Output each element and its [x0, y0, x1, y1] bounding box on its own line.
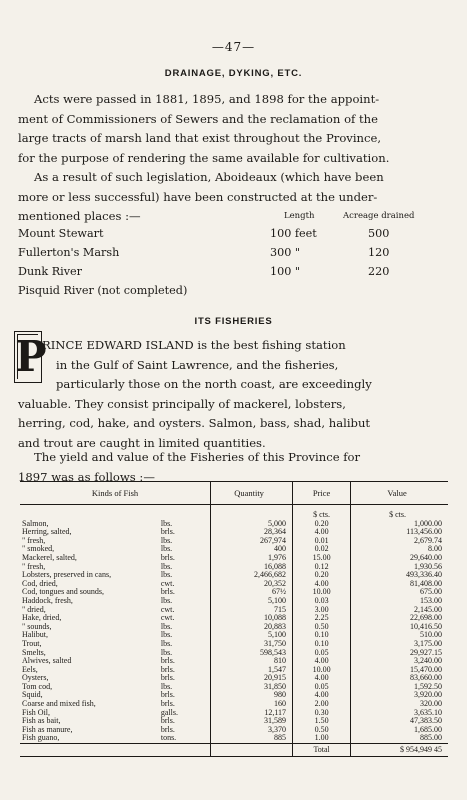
fish-price: 4.00 [293, 691, 351, 700]
fish-kind: Mackerel, salted, [22, 552, 77, 562]
text-line: Acts were passed in 1881, 1895, and 1898 for the appoint- [34, 92, 380, 106]
units-row [20, 505, 448, 520]
fish-kind: Eels, [22, 664, 38, 674]
fish-kind: Herring, salted, [22, 527, 72, 537]
fish-unit: brls. [160, 527, 175, 537]
fish-quantity: 31,750 [211, 640, 293, 649]
price-header: Price [293, 482, 351, 505]
fish-price: 0.10 [293, 640, 351, 649]
fish-kind: Lobsters, preserved in cans, [22, 570, 112, 580]
fish-price: 2.00 [293, 700, 351, 709]
fish-kind: Salmon, [22, 518, 49, 528]
table-body [20, 505, 448, 744]
fish-price: 0.03 [293, 597, 351, 606]
fish-unit: lbs. [160, 621, 173, 631]
place-acreage: 500 [368, 227, 390, 240]
fish-value: 153.00 [351, 597, 448, 606]
total-label: Total [293, 744, 351, 757]
fish-quantity: 20,352 [211, 580, 293, 589]
fish-price: 0.20 [293, 520, 351, 529]
fish-kind: Coarse and mixed fish, [22, 699, 96, 709]
fish-price: 4.00 [293, 657, 351, 666]
table-row [20, 588, 448, 597]
fish-quantity: 3,370 [211, 726, 293, 735]
fish-value: 22,698.00 [351, 614, 448, 623]
table-row [20, 614, 448, 623]
fish-price: 0.50 [293, 623, 351, 632]
place-length: 100 feet [270, 227, 317, 240]
fish-value: 1,000.00 [351, 520, 448, 529]
fish-price: 0.20 [293, 571, 351, 580]
fish-unit: lbs. [160, 681, 173, 691]
fish-unit: tons. [160, 733, 177, 743]
fish-kind: " smoked, [22, 544, 55, 554]
fish-value: 1,592.50 [351, 683, 448, 692]
fish-price: 0.50 [293, 726, 351, 735]
fish-value: 81,408.00 [351, 580, 448, 589]
table-row [20, 640, 448, 649]
kinds-of-fish-header: Kinds of Fish [20, 482, 211, 505]
place-name: Pisquid River (not completed) [18, 284, 188, 297]
table-row [20, 726, 448, 735]
fish-kind: Cod, dried, [22, 578, 58, 588]
table-row [20, 571, 448, 580]
table-row [20, 623, 448, 632]
table-row [20, 597, 448, 606]
fish-price: 15.00 [293, 554, 351, 563]
text-line: mentioned places :— [18, 209, 141, 223]
fish-unit: brls. [160, 724, 175, 734]
fish-value: 2,679.74 [351, 537, 448, 546]
table-header-row [20, 482, 448, 505]
fisheries-yield-table [20, 481, 448, 757]
place-row [18, 227, 458, 245]
place-row [18, 246, 458, 264]
place-length: 300 " [270, 246, 301, 259]
fish-quantity: 10,088 [211, 614, 293, 623]
value-units: $ cts. [351, 505, 448, 520]
fish-value: 83,660.00 [351, 674, 448, 683]
table-row [20, 537, 448, 546]
fish-price: 0.12 [293, 563, 351, 572]
place-name: Fullerton's Marsh [18, 246, 120, 259]
fish-quantity: 980 [211, 691, 293, 700]
fish-quantity: 1,976 [211, 554, 293, 563]
fish-unit: lbs. [160, 544, 173, 554]
fish-unit: brls. [160, 552, 175, 562]
fish-kind: Alwives, salted [22, 656, 72, 666]
text-line: herring, cod, hake, and oysters. Salmon, bass, shad, halibut [18, 416, 371, 430]
fish-value: 1,930.56 [351, 563, 448, 572]
fish-quantity: 598,543 [211, 649, 293, 658]
fish-kind: Haddock, fresh, [22, 595, 73, 605]
fish-quantity: 400 [211, 545, 293, 554]
fish-kind: Halibut, [22, 630, 48, 640]
fish-kind: Trout, [22, 638, 42, 648]
text-line: for the purpose of rendering the same available for cultivation. [18, 150, 390, 165]
length-column-header: Length [284, 211, 315, 221]
text-line: RINCE EDWARD ISLAND is the best fishing station [42, 338, 346, 352]
fish-quantity: 5,100 [211, 631, 293, 640]
fish-value: 8.00 [351, 545, 448, 554]
table-row [20, 700, 448, 709]
quantity-header: Quantity [211, 482, 293, 505]
text-line: in the Gulf of Saint Lawrence, and the fisheries, [56, 357, 339, 372]
fish-price: 4.00 [293, 674, 351, 683]
fish-price: 0.30 [293, 709, 351, 718]
fish-kind: " fresh, [22, 535, 46, 545]
fish-unit: galls. [160, 707, 178, 717]
total-row [20, 744, 448, 757]
fish-unit: lbs. [160, 630, 173, 640]
fish-kind: Squid, [22, 690, 43, 700]
fish-quantity: 31,850 [211, 683, 293, 692]
text-line: and trout are caught in limited quantities. [18, 435, 266, 450]
fish-kind: Fish as bait, [22, 716, 61, 726]
fish-unit: cwt. [160, 578, 175, 588]
fish-quantity: 67½ [211, 588, 293, 597]
fish-unit: brls. [160, 673, 175, 683]
fish-unit: lbs. [160, 638, 173, 648]
fish-unit: cwt. [160, 604, 175, 614]
fish-value: 3,240.00 [351, 657, 448, 666]
fish-unit: lbs. [160, 570, 173, 580]
fish-price: 0.01 [293, 537, 351, 546]
fish-value: 320.00 [351, 700, 448, 709]
price-units: $ cts. [293, 505, 351, 520]
fish-price: 1.50 [293, 717, 351, 726]
fish-value: 510.00 [351, 631, 448, 640]
table-row [20, 674, 448, 683]
fish-value: 885.00 [351, 734, 448, 743]
fish-kind: Oysters, [22, 673, 49, 683]
fish-price: 0.05 [293, 683, 351, 692]
drainage-paragraph-1 [18, 90, 448, 168]
fish-kind: Fish guano, [22, 733, 60, 743]
fish-price: 4.00 [293, 580, 351, 589]
fish-kind: Fish Oil, [22, 707, 51, 717]
fish-price: 0.02 [293, 545, 351, 554]
table-row [20, 734, 448, 743]
fish-unit: cwt. [160, 613, 175, 623]
fish-price: 1.00 [293, 734, 351, 743]
text-line: more or less successful) have been constructed at the under- [18, 189, 378, 204]
place-acreage: 220 [368, 265, 390, 278]
text-line: particularly those on the north coast, are exceedingly [56, 377, 372, 391]
total-value: $ 954,949 45 [351, 744, 448, 757]
fish-unit: brls. [160, 656, 175, 666]
fish-unit: lbs. [160, 647, 173, 657]
fish-unit: brls. [160, 587, 175, 597]
fish-price: 10.00 [293, 666, 351, 675]
section-heading-fisheries: ITS FISHERIES [194, 316, 273, 327]
fish-value: 1,685.00 [351, 726, 448, 735]
fish-quantity: 2,466,682 [211, 571, 293, 580]
fish-quantity: 28,364 [211, 528, 293, 537]
fish-value: 3,175.00 [351, 640, 448, 649]
fish-value: 113,456.00 [351, 528, 448, 537]
table-row [20, 631, 448, 640]
table-row [20, 657, 448, 666]
fish-kind: Tom cod, [22, 681, 53, 691]
place-length: 100 " [270, 265, 301, 278]
table-row [20, 683, 448, 692]
table-row [20, 606, 448, 615]
fish-quantity: 1,547 [211, 666, 293, 675]
text-line: The yield and value of the Fisheries of this Province for [34, 450, 361, 464]
text-line: large tracts of marsh land that exist throughout the Province, [18, 131, 382, 145]
text-line: As a result of such legislation, Aboideaux (which have been [34, 170, 384, 184]
fish-quantity: 20,915 [211, 674, 293, 683]
text-line: valuable. They consist principally of mackerel, lobsters, [18, 396, 346, 411]
drop-cap-letter: P [15, 332, 47, 381]
fish-price: 4.00 [293, 528, 351, 537]
fish-kind: Cod, tongues and sounds, [22, 587, 104, 597]
place-row [18, 265, 458, 283]
place-row [18, 284, 458, 302]
fish-quantity: 810 [211, 657, 293, 666]
acreage-column-header: Acreage drained [343, 211, 415, 221]
fish-value: 29,640.00 [351, 554, 448, 563]
fish-value: 10,416.50 [351, 623, 448, 632]
fish-quantity: 715 [211, 606, 293, 615]
place-name: Dunk River [18, 265, 83, 278]
fish-kind: Smelts, [22, 647, 46, 657]
fish-value: 2,145.00 [351, 606, 448, 615]
table-row [20, 666, 448, 675]
fish-quantity: 885 [211, 734, 293, 743]
fish-unit: lbs. [160, 518, 173, 528]
table-row [20, 554, 448, 563]
fish-value: 3,920.00 [351, 691, 448, 700]
fish-kind: Fish as manure, [22, 724, 73, 734]
section-heading-drainage: DRAINAGE, DYKING, ETC. [164, 68, 303, 79]
value-header: Value [351, 482, 448, 505]
fish-unit: brls. [160, 699, 175, 709]
fish-value: 29,927.15 [351, 649, 448, 658]
fish-unit: brls. [160, 664, 175, 674]
fish-kind: " sounds, [22, 621, 52, 631]
fish-price: 2.25 [293, 614, 351, 623]
fish-unit: brls. [160, 716, 175, 726]
table-row [20, 528, 448, 537]
fish-quantity: 160 [211, 700, 293, 709]
table-row [20, 649, 448, 658]
fish-kind: " dried, [22, 604, 46, 614]
place-acreage: 120 [368, 246, 390, 259]
table-row [20, 545, 448, 554]
fish-price: 0.10 [293, 631, 351, 640]
fish-price: 0.05 [293, 649, 351, 658]
table-row [20, 709, 448, 718]
fish-price: 10.00 [293, 588, 351, 597]
fish-quantity: 5,100 [211, 597, 293, 606]
fish-quantity: 267,974 [211, 537, 293, 546]
fish-price: 3.00 [293, 606, 351, 615]
fish-kind: Hake, dried, [22, 613, 62, 623]
page-number: —47— [211, 40, 256, 54]
fish-unit: lbs. [160, 561, 173, 571]
fish-quantity: 5,000 [211, 520, 293, 529]
place-name: Mount Stewart [18, 227, 104, 240]
fish-value: 15,470.00 [351, 666, 448, 675]
fish-unit: lbs. [160, 595, 173, 605]
fish-kind: " fresh, [22, 561, 46, 571]
table-row [20, 717, 448, 726]
fisheries-paragraph-1 [18, 336, 448, 453]
fish-value: 3,635.10 [351, 709, 448, 718]
fish-value: 675.00 [351, 588, 448, 597]
text-line: ment of Commissioners of Sewers and the reclamation of the [18, 111, 379, 126]
fish-unit: lbs. [160, 535, 173, 545]
fish-unit: brls. [160, 690, 175, 700]
fish-quantity: 12,117 [211, 709, 293, 718]
fish-quantity: 16,088 [211, 563, 293, 572]
fish-value: 493,336.40 [351, 571, 448, 580]
table-row [20, 520, 448, 529]
fish-value: 47,383.50 [351, 717, 448, 726]
text-line: 1897 was as follows :— [18, 469, 155, 484]
fish-quantity: 31,589 [211, 717, 293, 726]
fish-quantity: 20,883 [211, 623, 293, 632]
